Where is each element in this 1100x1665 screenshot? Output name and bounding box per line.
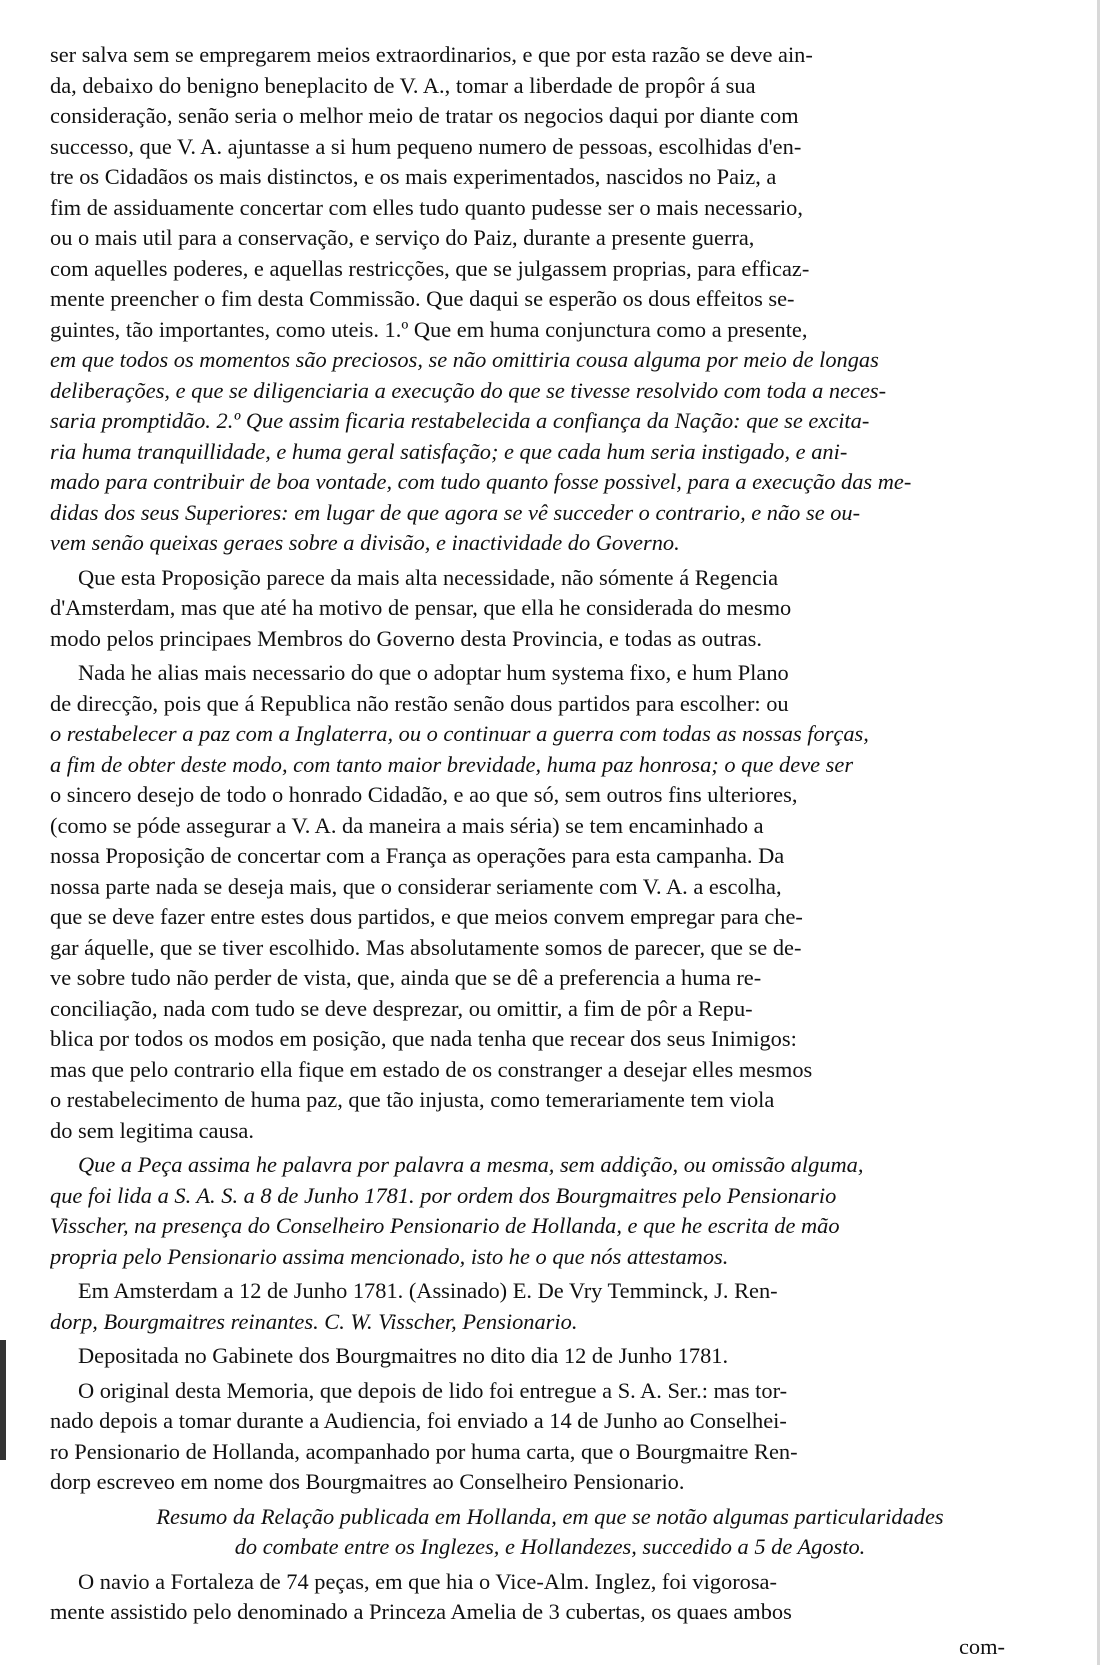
text-line: de direcção, pois que á Republica não restão senão dous partidos para escolher: ou — [50, 690, 789, 716]
text-line: modo pelos principaes Membros do Governo desta Provincia, e todas as outras. — [50, 625, 762, 651]
text-line: mente assistido pelo denominado a Princeza Amelia de 3 cubertas, os quaes ambos — [50, 1599, 792, 1624]
text-line: successo, que V. A. ajuntasse a si hum pequeno numero de pessoas, escolhidas d'en- — [50, 133, 802, 159]
text-line: saria promptidão. 2.º Que assim ficaria restabelecida a confiança da Nação: que se excita- — [50, 408, 870, 433]
text-line: fim de assiduamente concertar com elles tudo quanto pudesse ser o mais necessario, — [50, 194, 803, 220]
text-line: o restabelecer a paz com a Inglaterra, ou o continuar a guerra com todas as nossas forças, — [50, 721, 869, 746]
text-line: gar áquelle, que se tiver escolhido. Mas absolutamente somos de parecer, que se de- — [50, 934, 802, 960]
text-line: ro Pensionario de Hollanda, acompanhado por huma carta, que o Bourgmaitre Ren- — [50, 1438, 798, 1464]
text-line: consideração, senão seria o melhor meio de tratar os negocios daqui por diante com — [50, 103, 799, 128]
text-line: mente preencher o fim desta Commissão. Que daqui se esperão os dous effeitos se- — [50, 286, 795, 311]
text-line: nossa Proposição de concertar com a França as operações para esta campanha. Da — [50, 843, 785, 868]
paragraph-systema-fixo — [50, 658, 1050, 1146]
text-line: do sem legitima causa. — [50, 1117, 254, 1143]
catchword: com- — [958, 1633, 1005, 1659]
text-line: d'Amsterdam, mas que até ha motivo de pensar, que ella he considerada do mesmo — [50, 595, 792, 620]
text-line: do combate entre os Inglezes, e Hollandezes, succedido a 5 de Agosto. — [234, 1534, 866, 1559]
text-line: dorp escreveo em nome dos Bourgmaitres ao Conselheiro Pensionario. — [50, 1469, 685, 1494]
text-line: Que a Peça assima he palavra por palavra a mesma, sem addição, ou omissão alguma, — [78, 1152, 864, 1177]
paragraph-assinatura — [50, 1276, 1050, 1337]
text-line: vem senão queixas geraes sobre a divisão, e inactividade do Governo. — [50, 530, 680, 555]
text-line: Resumo da Relação publicada em Hollanda, em que se notão algumas particularidades — [156, 1503, 944, 1529]
text-line: ve sobre tudo não perder de vista, que, ainda que se dê a preferencia a huma re- — [50, 965, 762, 990]
paragraph-original — [50, 1376, 1050, 1498]
text-line: mas que pelo contrario ella fique em estado de os constranger a desejar elles mesmos — [50, 1056, 813, 1082]
text-line: ser salva sem se empregarem meios extraordinarios, e que por esta razão se deve ain- — [50, 42, 813, 67]
section-heading-resumo — [50, 1502, 1050, 1563]
text-line: (como se póde assegurar a V. A. da maneira a mais séria) se tem encaminhado a — [50, 812, 764, 838]
text-line: tre os Cidadãos os mais distinctos, e os mais experimentados, nascidos no Paiz, a — [50, 164, 777, 189]
margin-mark — [0, 1340, 6, 1460]
text-line: o sincero desejo de todo o honrado Cidadão, e ao que só, sem outros fins ulteriores, — [50, 782, 798, 807]
paragraph-attestacao — [50, 1150, 1050, 1272]
paragraph-memoria-continuacao — [50, 40, 1050, 559]
text-line: Visscher, na presença do Conselheiro Pensionario de Hollanda, e que he escrita de mão — [50, 1213, 840, 1238]
paragraph-depositada — [50, 1341, 1050, 1372]
text-line: Nada he alias mais necessario do que o adoptar hum systema fixo, e hum Plano — [78, 660, 789, 685]
paragraph-navio — [50, 1567, 1050, 1628]
text-line: O navio a Fortaleza de 74 peças, em que hia o Vice-Alm. Inglez, foi vigorosa- — [78, 1568, 777, 1594]
text-line: nossa parte nada se deseja mais, que o considerar seriamente com V. A. a escolha, — [50, 873, 782, 899]
text-line: blica por todos os modos em posição, que nada tenha que recear dos seus Inimigos: — [50, 1026, 797, 1051]
text-line: com aquelles poderes, e aquellas restricções, que se julgassem proprias, para efficaz- — [50, 255, 810, 281]
text-line: conciliação, nada com tudo se deve desprezar, ou omittir, a fim de pôr a Repu- — [50, 995, 753, 1021]
text-line: nado depois a tomar durante a Audiencia, foi enviado a 14 de Junho ao Conselhei- — [50, 1408, 787, 1433]
text-line: dorp, Bourgmaitres reinantes. C. W. Visscher, Pensionario. — [50, 1308, 578, 1334]
text-line: ou o mais util para a conservação, e serviço do Paiz, durante a presente guerra, — [50, 225, 755, 250]
text-line: Que esta Proposição parece da mais alta necessidade, não sómente á Regencia — [78, 564, 779, 590]
text-line: que foi lida a S. A. S. a 8 de Junho 1781. por ordem dos Bourgmaitres pelo Pensionario — [50, 1182, 837, 1208]
text-line: que se deve fazer entre estes dous partidos, e que meios convem empregar para che- — [50, 904, 803, 929]
text-line: guintes, tão importantes, como uteis. 1.º Que em huma conjunctura como a presente, — [50, 316, 808, 342]
text-line: O original desta Memoria, que depois de lido foi entregue a S. A. Ser.: mas tor- — [78, 1377, 788, 1403]
text-line: Em Amsterdam a 12 de Junho 1781. (Assinado) E. De Vry Temminck, J. Ren- — [78, 1278, 778, 1303]
text-line: didas dos seus Superiores: em lugar de que agora se vê succeder o contrario, e não se ou- — [50, 499, 861, 525]
text-line: mado para contribuir de boa vontade, com tudo quanto fosse possivel, para a execução das me- — [50, 469, 912, 494]
text-line: o restabelecimento de huma paz, que tão injusta, como temerariamente tem viola — [50, 1087, 775, 1112]
text-line: ria huma tranquillidade, e huma geral satisfação; e que cada hum seria instigado, e ani- — [50, 438, 848, 464]
text-line: deliberações, e que se diligenciaria a execução do que se tivesse resolvido com toda a neces- — [50, 377, 887, 403]
paragraph-proposicao — [50, 563, 1050, 655]
text-line: propria pelo Pensionario assima mencionado, isto he o que nós attestamos. — [50, 1243, 729, 1269]
text-line: em que todos os momentos são preciosos, se não omittiria cousa alguma por meio de longas — [50, 347, 879, 372]
text-line: a fim de obter deste modo, com tanto maior brevidade, huma paz honrosa; o que deve ser — [50, 751, 854, 777]
text-line: Depositada no Gabinete dos Bourgmaitres no dito dia 12 de Junho 1781. — [78, 1343, 729, 1368]
text-line: da, debaixo do benigno beneplacito de V. A., tomar a liberdade de propôr á sua — [50, 72, 756, 98]
